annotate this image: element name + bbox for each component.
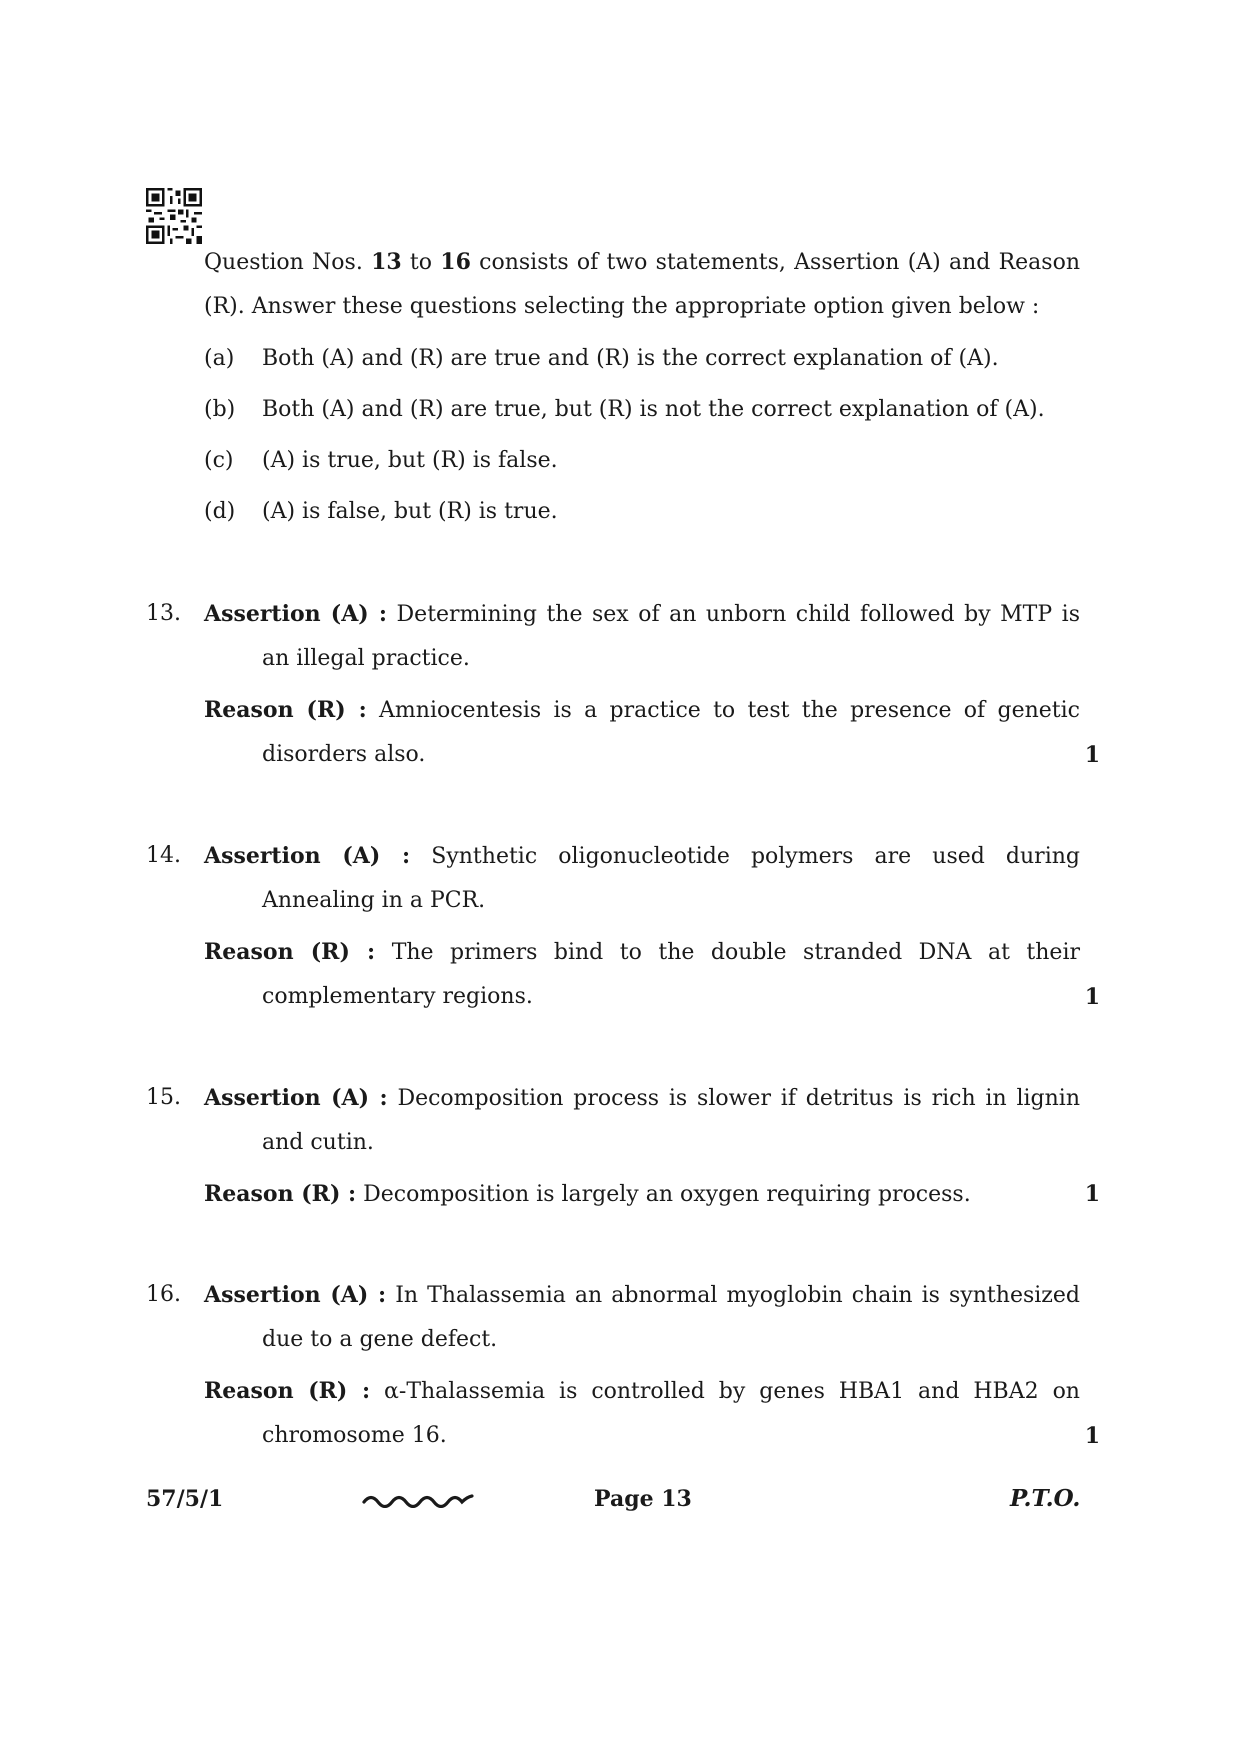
question-14-marks: 1 [1084,984,1100,1010]
option-b-text: Both (A) and (R) are true, but (R) is not the correct explanation of (A). [262,397,1045,422]
question-15-number: 15. [146,1085,181,1110]
question-14-reason: Reason (R) : The primers bind to the double stranded DNA at their [204,939,1080,965]
question-14-number: 14. [146,843,181,868]
option-b-label: (b) [204,397,236,422]
question-16-marks: 1 [1084,1423,1100,1449]
qr-code [146,188,202,244]
question-14-reason-cont: complementary regions. [262,984,533,1009]
question-16-assertion-cont: due to a gene defect. [262,1327,498,1352]
option-d-label: (d) [204,499,236,524]
question-14-assertion-cont: Annealing in a PCR. [262,888,486,913]
question-13-marks: 1 [1084,742,1100,768]
question-16-assertion: Assertion (A) : In Thalassemia an abnormal myoglobin chain is synthesized [204,1282,1080,1308]
intro-line-2: (R). Answer these questions selecting the appropriate option given below : [204,294,1040,319]
question-15-reason: Reason (R) : Decomposition is largely an oxygen requiring process. [204,1181,971,1207]
intro-to-question: 16 [440,249,471,275]
question-15-assertion: Assertion (A) : Decomposition process is slower if detritus is rich in lignin [204,1085,1080,1111]
paper-code: 57/5/1 [146,1486,224,1512]
option-d-text: (A) is false, but (R) is true. [262,499,558,524]
question-13-assertion-cont: an illegal practice. [262,646,470,671]
intro-line-1: Question Nos. 13 to 16 consists of two statements, Assertion (A) and Reason [204,249,1080,275]
option-c-text: (A) is true, but (R) is false. [262,448,558,473]
question-13-number: 13. [146,601,181,626]
intro-from-question: 13 [371,249,402,275]
question-16-number: 16. [146,1282,181,1307]
option-a-label: (a) [204,346,235,371]
question-15-assertion-cont: and cutin. [262,1130,374,1155]
question-16-reason-cont: chromosome 16. [262,1423,447,1448]
question-13-reason: Reason (R) : Amniocentesis is a practice to test the presence of genetic [204,697,1080,723]
question-14-assertion: Assertion (A) : Synthetic oligonucleotide polymers are used during [204,843,1080,869]
option-a-text: Both (A) and (R) are true and (R) is the correct explanation of (A). [262,346,999,371]
page-number: Page 13 [594,1486,692,1512]
question-13-reason-cont: disorders also. [262,742,426,767]
question-13-assertion: Assertion (A) : Determining the sex of an unborn child followed by MTP is [204,601,1081,627]
option-c-label: (c) [204,448,234,473]
question-16-reason: Reason (R) : α-Thalassemia is controlled by genes HBA1 and HBA2 on [204,1378,1080,1404]
question-15-marks: 1 [1084,1181,1100,1207]
pto-label: P.T.O. [1010,1485,1081,1512]
wave-ornament-icon [362,1490,474,1508]
